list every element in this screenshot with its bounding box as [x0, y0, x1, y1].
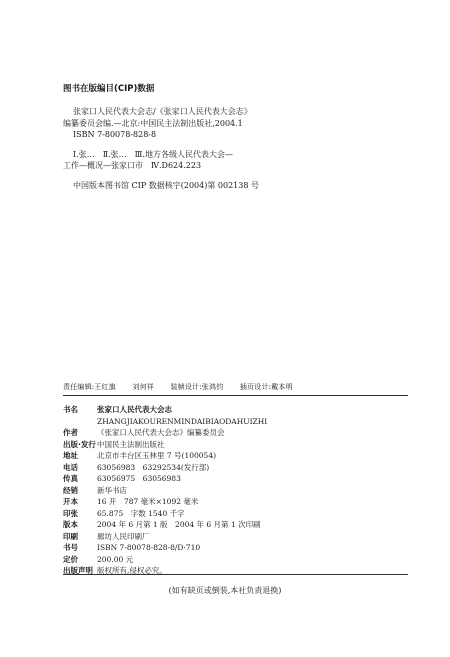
- detail-row: [63, 416, 408, 428]
- detail-value: 16 开 787 毫米×1092 毫米: [97, 497, 199, 506]
- detail-value: 中国民主法制出版社: [97, 439, 165, 449]
- detail-value: 版权所有,侵权必究。: [97, 566, 167, 575]
- credit-editor-2: 刘何祥: [132, 383, 155, 391]
- detail-value: 65.875 字数 1540 千字: [97, 508, 185, 518]
- detail-value: ZHANGJIAKOURENMINDAIBIAODAHUIZHI: [97, 416, 268, 426]
- detail-value: 200.00 元: [97, 554, 134, 564]
- detail-value: 63056975 63056983: [97, 474, 181, 483]
- cip-title: 图书在版编目(CIP)数据: [63, 84, 155, 94]
- detail-row: [63, 485, 408, 497]
- detail-row: [63, 496, 408, 508]
- detail-value: 北京市丰台区玉林里 7 号(100054): [97, 451, 217, 460]
- detail-row: [63, 554, 408, 566]
- detail-value: 63056983 63292534(发行部): [97, 462, 210, 472]
- detail-row: [63, 462, 408, 474]
- detail-value: 《张家口人民代表大会志》编纂委员会: [97, 428, 225, 437]
- detail-label: 版本: [63, 520, 78, 529]
- credits-line: [63, 382, 307, 392]
- divider-top: [63, 395, 408, 396]
- detail-value: ISBN 7-80078-828-8/D·710: [97, 543, 201, 552]
- detail-label: [63, 416, 97, 428]
- detail-label: 电话: [63, 462, 78, 472]
- detail-row: [63, 531, 408, 543]
- detail-row: [63, 427, 408, 439]
- detail-label: 定价: [63, 554, 78, 564]
- cip-line: 张家口人民代表大会志/《张家口人民代表大会志》: [73, 107, 252, 116]
- detail-row: [63, 519, 408, 531]
- detail-label: 作者: [63, 428, 78, 437]
- detail-label: 书号: [63, 543, 78, 552]
- credit-illustration-design: 插页设计:戴本明: [239, 383, 293, 391]
- detail-value: 张家口人民代表大会志: [97, 405, 172, 414]
- detail-label: 开本: [63, 497, 78, 506]
- detail-value: 新华书店: [97, 485, 127, 495]
- detail-label: 经销: [63, 485, 78, 495]
- detail-label: 印张: [63, 508, 78, 518]
- cip-line: 中国版本图书馆 CIP 数据核字(2004)第 002138 号: [73, 180, 259, 190]
- detail-label: 出版声明: [63, 566, 93, 575]
- detail-row: [63, 404, 408, 416]
- detail-label: 书名: [63, 405, 78, 414]
- detail-label: 传真: [63, 474, 78, 483]
- credit-cover-design: 装帧设计:张鸿钧: [170, 383, 224, 391]
- detail-label: 地址: [63, 451, 78, 460]
- detail-row: [63, 542, 408, 554]
- cip-line: ISBN 7-80078-828-8: [73, 130, 157, 139]
- detail-row: [63, 450, 408, 462]
- detail-row: [63, 439, 408, 451]
- credit-editor: 责任编辑:王红旗: [63, 383, 116, 391]
- detail-value: 2004 年 6 月第 1 版 2004 年 6 月第 1 次印刷: [97, 520, 261, 529]
- publication-details: [63, 404, 408, 577]
- cip-line: Ⅰ.张… Ⅱ.张… Ⅲ.地方各级人民代表大会—: [73, 149, 233, 159]
- divider-bottom: [63, 574, 408, 575]
- cip-line: 工作—概况—张家口市 Ⅳ.D624.223: [63, 161, 202, 170]
- cip-block: [63, 82, 403, 191]
- return-notice: (如有缺页或倒装,本社负责退换): [168, 586, 282, 595]
- detail-value: 廊坊人民印刷厂: [97, 531, 150, 541]
- detail-row: [63, 473, 408, 485]
- cip-line: 编纂委员会编.—北京:中国民主法制出版社,2004.1: [63, 118, 243, 128]
- detail-row: [63, 508, 408, 520]
- detail-label: 出版·发行: [63, 439, 96, 449]
- detail-label: 印刷: [63, 531, 78, 541]
